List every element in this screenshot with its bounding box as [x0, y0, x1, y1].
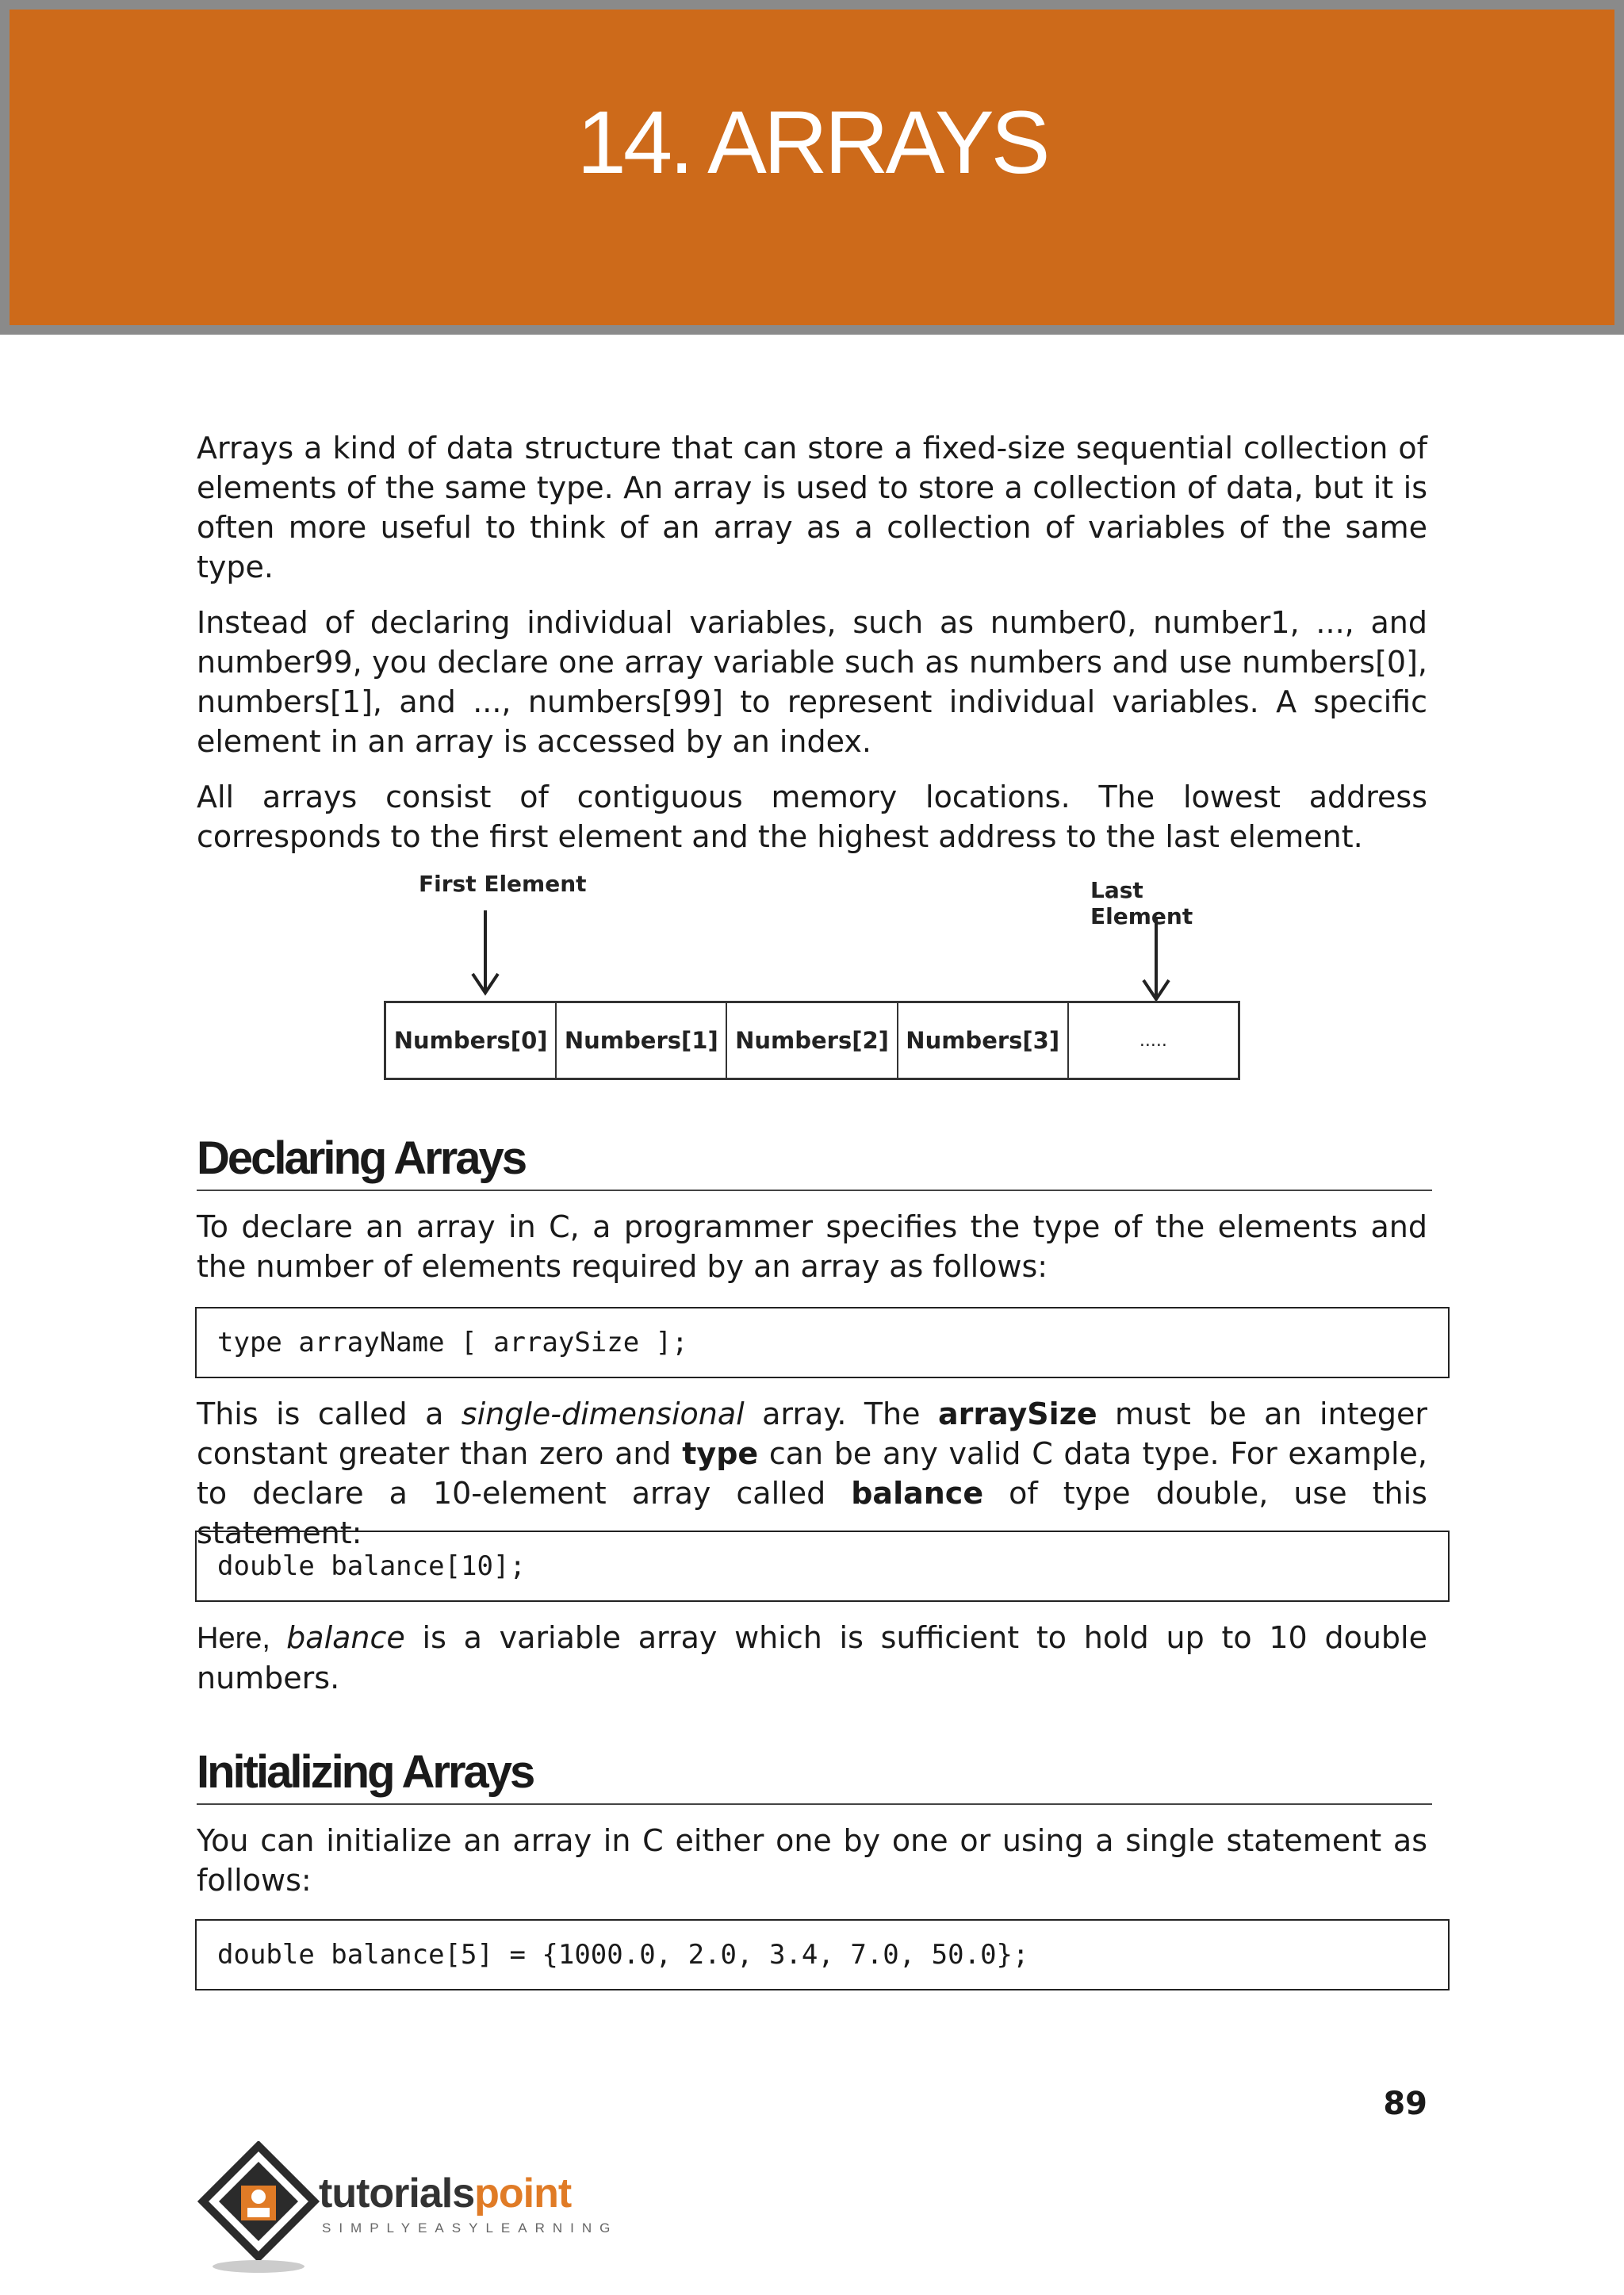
declaring-paragraph-3: [197, 1618, 1427, 1698]
keyword-type: type: [682, 1436, 759, 1471]
text-run: Here,: [197, 1622, 287, 1655]
initializing-paragraph-1: You can initialize an array in C either one by one or using a single statement as follows:: [197, 1823, 1427, 1898]
intro-paragraph-2: Instead of declaring individual variables, such as number0, number1, ..., and number99, you declare one array variable such as numbers and use numbers[0], numbers[1], and ..., numbers[99] to represent individual variables. A specific element in an array is accessed by an index.: [197, 605, 1427, 759]
array-cells: [384, 1001, 1240, 1080]
declaring-note: [197, 1618, 1427, 1698]
tutorialspoint-diamond-logo-icon: [195, 2141, 330, 2276]
chapter-banner: [0, 0, 1624, 335]
array-cell: Numbers[0]: [386, 1003, 557, 1078]
logo-tagline: SIMPLYEASYLEARNING: [322, 2220, 619, 2236]
logo-word-point: point: [474, 2170, 572, 2216]
text-run: is a variable array which is sufficient to hold up to 10 double numbers.: [197, 1620, 1427, 1695]
text-run: array. The: [744, 1397, 938, 1431]
declaring-paragraph-2: [197, 1394, 1427, 1553]
declaring-arrays-heading: Declaring Arrays: [197, 1136, 1432, 1191]
text-run: of type double, use this statement:: [197, 1476, 1427, 1550]
last-element-arrow-icon: [1143, 917, 1169, 999]
declaring-intro: [197, 1207, 1427, 1286]
emphasis-balance: balance: [286, 1620, 405, 1655]
code-block-initialize-balance: double balance[5] = {1000.0, 2.0, 3.4, 7.0, 50.0};: [195, 1919, 1450, 1990]
intro-paragraph-3: All arrays consist of contiguous memory locations. The lowest address corresponds to the first element and the highest address to the last element.: [197, 780, 1427, 854]
text-run: can be any valid C data type. For example, to declare a 10-element array called: [197, 1436, 1428, 1511]
array-cell: Numbers[2]: [727, 1003, 898, 1078]
intro-paragraph-1: Arrays a kind of data structure that can store a fixed-size sequential collection of elements of the same type. An array is used to store a collection of data, but it is often more useful to think of an array as a collection of variables of the same type.: [197, 431, 1427, 584]
declaring-explanation: [197, 1394, 1427, 1553]
array-cell: Numbers[3]: [898, 1003, 1069, 1078]
tutorialspoint-logo: [195, 2141, 639, 2276]
array-memory-diagram: [381, 864, 1245, 1086]
declaring-paragraph-1: To declare an array in C, a programmer specifies the type of the elements and the number of elements required by an array as follows:: [197, 1209, 1427, 1284]
keyword-arraysize: arraySize: [937, 1397, 1097, 1431]
keyword-balance: balance: [851, 1476, 984, 1511]
code-block-declare-balance: double balance[10];: [195, 1531, 1450, 1602]
last-element-label: Last Element: [1090, 877, 1193, 929]
logo-wordmark: [319, 2170, 572, 2216]
initializing-arrays-heading: Initializing Arrays: [197, 1749, 1432, 1805]
array-cell-ellipsis: .....: [1139, 1030, 1167, 1051]
chapter-title: 14. ARRAYS: [576, 93, 1048, 192]
text-run: must be an integer constant greater than zero and: [197, 1397, 1427, 1471]
array-cell: Numbers[1]: [557, 1003, 727, 1078]
logo-word-tutorials: tutorials: [319, 2170, 475, 2216]
code-block-declare-syntax: type arrayName [ arraySize ];: [195, 1307, 1450, 1378]
first-element-arrow-icon: [473, 910, 498, 993]
text-run: This is called a: [197, 1397, 462, 1431]
first-element-label: First Element: [419, 871, 587, 897]
intro-section: [197, 428, 1427, 856]
emphasis-single-dimensional: single-dimensional: [461, 1397, 745, 1431]
page-number: 89: [1383, 2086, 1427, 2122]
initializing-intro: [197, 1821, 1427, 1900]
diagram-arrows: [381, 864, 1245, 1007]
